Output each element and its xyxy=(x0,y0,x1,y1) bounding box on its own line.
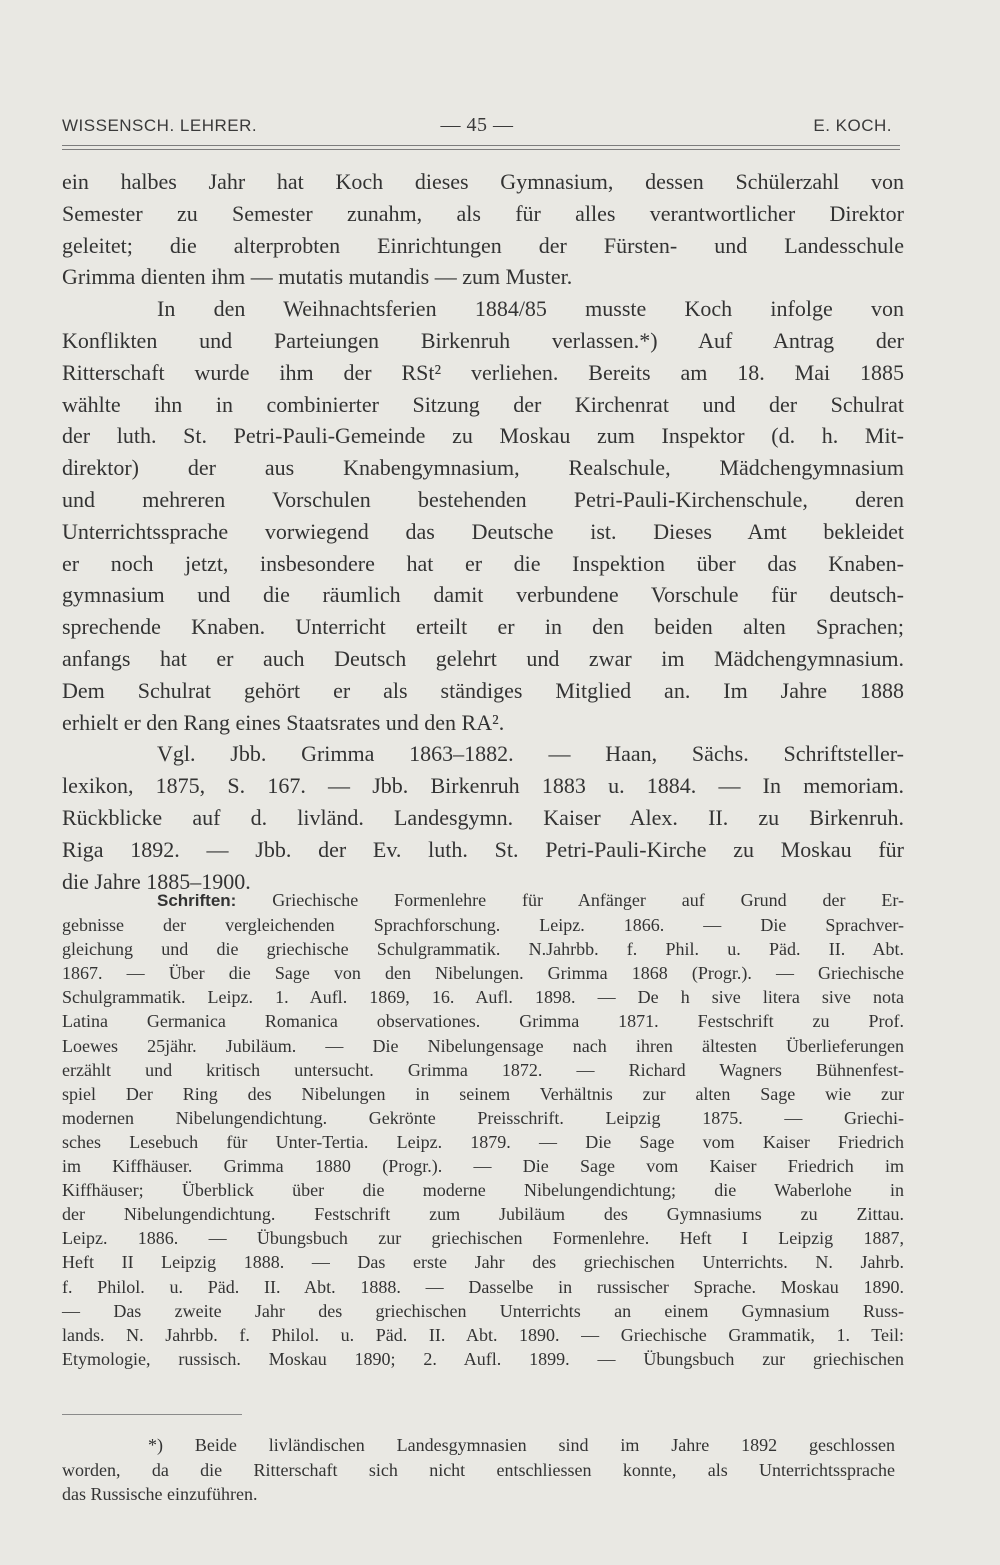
writings-line: Leipz. 1886. — Übungsbuch zur griechischen Formenlehre. Heft I Leipzig 1887, xyxy=(62,1228,904,1249)
body-line: wählte ihn in combinierter Sitzung der Kirchenrat und der Schulrat xyxy=(62,391,904,417)
body-line: die Jahre 1885–1900. xyxy=(62,868,251,894)
writings-line: sches Lesebuch für Unter-Tertia. Leipz. 1879. — Die Sage vom Kaiser Friedrich xyxy=(62,1131,904,1152)
writings-line: gleichung und die griechische Schulgrammatik. N.Jahrbb. f. Phil. u. Päd. II. Abt. xyxy=(62,939,904,960)
footnote xyxy=(62,1433,895,1507)
writings-line: lands. N. Jahrbb. f. Philol. u. Päd. II. Abt. 1890. — Griechische Grammatik, 1. Teil: xyxy=(62,1324,904,1345)
body-line: direktor) der aus Knabengymnasium, Realschule, Mädchengymnasium xyxy=(62,455,904,481)
writings-line: spiel Der Ring des Nibelungen in seinem Verhältnis zur alten Sage wie zur xyxy=(62,1083,904,1104)
body-line: gymnasium und die räumlich damit verbundene Vorschule für deutsch- xyxy=(62,582,904,608)
writings-line: f. Philol. u. Päd. II. Abt. 1888. — Dasselbe in russischer Sprache. Moskau 1890. xyxy=(62,1276,904,1297)
body-line: und mehreren Vorschulen bestehenden Petri-Pauli-Kirchenschule, deren xyxy=(62,486,904,512)
body-line: Rückblicke auf d. livländ. Landesgymn. Kaiser Alex. II. zu Birkenruh. xyxy=(62,804,904,830)
body-line: anfangs hat er auch Deutsch gelehrt und zwar im Mädchengymnasium. xyxy=(62,645,904,671)
body-line: er noch jetzt, insbesondere hat er die Inspektion über das Knaben- xyxy=(62,550,904,576)
body-line: Semester zu Semester zunahm, als für alles verantwortlicher Direktor xyxy=(62,200,904,226)
writings-label: Schriften: xyxy=(157,891,237,910)
body-line: Grimma dienten ihm — mutatis mutandis — zum Muster. xyxy=(62,264,573,290)
writings-line: Griechische Formenlehre für Anfänger auf Grund der Er- xyxy=(272,890,904,910)
writings-line: Schulgrammatik. Leipz. 1. Aufl. 1869, 16. Aufl. 1898. — De h sive litera sive nota xyxy=(62,987,904,1008)
writings-line: Heft II Leipzig 1888. — Das erste Jahr des griechischen Unterrichts. N. Jahrb. xyxy=(62,1252,904,1273)
running-header xyxy=(62,112,892,142)
body-line: der luth. St. Petri-Pauli-Gemeinde zu Moskau zum Inspektor (d. h. Mit- xyxy=(62,423,904,449)
body-line: Riga 1892. — Jbb. der Ev. luth. St. Petri-Pauli-Kirche zu Moskau für xyxy=(62,836,904,862)
writings-line: 1867. — Über die Sage von den Nibelungen. Grimma 1868 (Progr.). — Griechische xyxy=(62,963,904,984)
writings-line: Kiffhäuser; Überblick über die moderne Nibelungendichtung; die Waberlohe in xyxy=(62,1180,904,1201)
footnote-line: *) Beide livländischen Landesgymnasien sind im Jahre 1892 geschlossen xyxy=(148,1435,895,1455)
footnote-line: das Russische einzuführen. xyxy=(62,1484,258,1504)
body-line: Konflikten und Parteiungen Birkenruh verlassen.*) Auf Antrag der xyxy=(62,327,904,353)
writings-line: gebnisse der vergleichenden Sprachforschung. Leipz. 1866. — Die Sprachver- xyxy=(62,915,904,936)
header-section-title: WISSENSCH. LEHRER. xyxy=(62,116,258,135)
writings-line: erzählt und kritisch untersucht. Grimma 1872. — Richard Wagners Bühnenfest- xyxy=(62,1059,904,1080)
writings-line: Loewes 25jähr. Jubiläum. — Die Nibelungensage nach ihren ältesten Überlieferungen xyxy=(62,1035,904,1056)
main-paragraphs xyxy=(62,166,904,897)
body-line: Ritterschaft wurde ihm der RSt² verliehen. Bereits am 18. Mai 1885 xyxy=(62,359,904,385)
writings-line: im Kiffhäuser. Grimma 1880 (Progr.). — Die Sage vom Kaiser Friedrich im xyxy=(62,1156,904,1177)
writings-line: Etymologie, russisch. Moskau 1890; 2. Aufl. 1899. — Übungsbuch zur griechischen xyxy=(62,1348,904,1369)
writings-line: der Nibelungendichtung. Festschrift zum Jubiläum des Gymnasiums zu Zittau. xyxy=(62,1204,904,1225)
page-number: — 45 — xyxy=(440,114,514,136)
writings-list xyxy=(62,888,904,1371)
body-line: geleitet; die alterprobten Einrichtungen der Fürsten- und Landesschule xyxy=(62,232,904,258)
footnote-rule xyxy=(62,1414,242,1415)
writings-line: — Das zweite Jahr des griechischen Unterrichts an einem Gymnasium Russ- xyxy=(62,1300,904,1321)
writings-first-line xyxy=(62,888,904,913)
header-rule xyxy=(62,145,900,146)
header-rule-2 xyxy=(62,149,900,150)
footnote-line: worden, da die Ritterschaft sich nicht entschliessen konnte, als Unterrichtssprache xyxy=(62,1459,895,1480)
body-line: ein halbes Jahr hat Koch dieses Gymnasium, dessen Schülerzahl von xyxy=(62,169,904,194)
body-line: In den Weihnachtsferien 1884/85 musste Koch infolge von xyxy=(157,296,904,322)
header-author: E. KOCH. xyxy=(813,116,892,135)
body-line: Unterrichtssprache vorwiegend das Deutsche ist. Dieses Amt bekleidet xyxy=(62,518,904,544)
body-line: lexikon, 1875, S. 167. — Jbb. Birkenruh 1883 u. 1884. — In memoriam. xyxy=(62,773,904,799)
body-line: Vgl. Jbb. Grimma 1863–1882. — Haan, Sächs. Schriftsteller- xyxy=(157,741,904,767)
writings-line: Latina Germanica Romanica observationes. Grimma 1871. Festschrift zu Prof. xyxy=(62,1011,904,1032)
writings-line: modernen Nibelungendichtung. Gekrönte Preisschrift. Leipzig 1875. — Griechi- xyxy=(62,1107,904,1128)
body-line: Dem Schulrat gehört er als ständiges Mitglied an. Im Jahre 1888 xyxy=(62,677,904,703)
body-line: sprechende Knaben. Unterricht erteilt er in den beiden alten Sprachen; xyxy=(62,614,904,640)
body-line: erhielt er den Rang eines Staatsrates und den RA². xyxy=(62,709,505,735)
